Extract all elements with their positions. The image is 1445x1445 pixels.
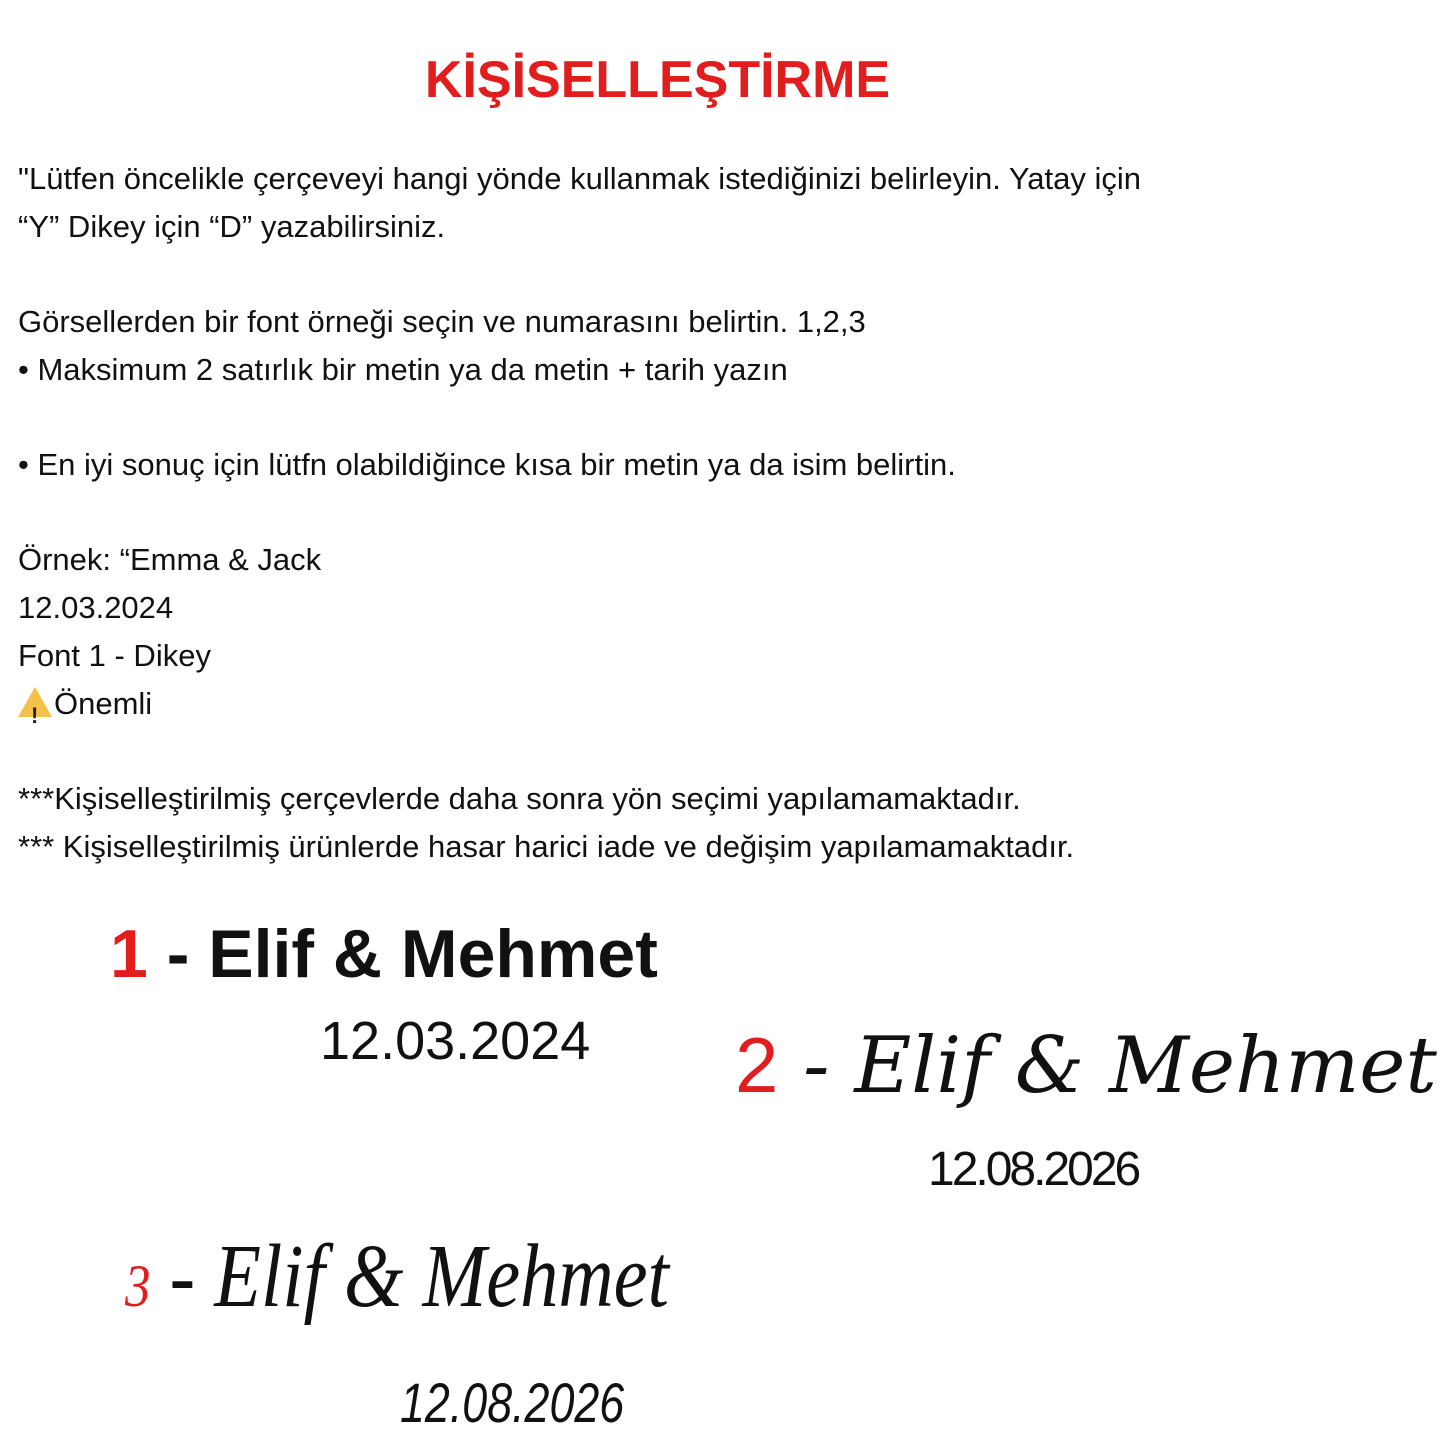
- font-sample-2: [735, 1020, 1437, 1111]
- font-sample-3: [125, 1225, 669, 1328]
- example-date: 12.03.2024: [18, 590, 174, 625]
- sample-date: 12.08.2026: [928, 1143, 1139, 1196]
- warning-icon: !: [18, 687, 52, 717]
- sample-number: 2: [735, 1021, 779, 1109]
- instruction-line: Görsellerden bir font örneği seçin ve numarasını belirtin. 1,2,3: [18, 304, 866, 339]
- example-font: Font 1 - Dikey: [18, 638, 211, 673]
- note-line: *** Kişiselleştirilmiş ürünlerde hasar harici iade ve değişim yapılamamaktadır.: [18, 829, 1075, 864]
- instruction-bullet: • Maksimum 2 satırlık bir metin ya da metin + tarih yazın: [18, 352, 788, 387]
- sample-date: 12.03.2024: [320, 1011, 591, 1071]
- page-title: KİŞİSELLEŞTİRME: [424, 51, 891, 109]
- instruction-line: "Lütfen öncelikle çerçeveyi hangi yönde kullanmak istediğinizi belirleyin. Yatay için: [18, 161, 1142, 196]
- important-label: [18, 680, 152, 728]
- sample-number: 1: [110, 916, 148, 992]
- sample-date: 12.08.2026: [400, 1371, 625, 1434]
- instruction-bullet: • En iyi sonuç için lütfn olabildiğince kısa bir metin ya da isim belirtin.: [18, 447, 956, 482]
- font-sample-1: [110, 915, 658, 993]
- note-line: ***Kişiselleştirilmiş çerçevlerde daha sonra yön seçimi yapılamamaktadır.: [18, 781, 1021, 816]
- sample-text: - Elif & Mehmet: [150, 1227, 669, 1326]
- sample-text: - Elif & Mehmet: [778, 1021, 1437, 1111]
- sample-text: - Elif & Mehmet: [147, 916, 658, 992]
- example-line: Örnek: “Emma & Jack: [18, 542, 322, 577]
- sample-number: 3: [125, 1253, 151, 1319]
- instruction-line: “Y” Dikey için “D” yazabilirsiniz.: [18, 209, 446, 244]
- important-text: Önemli: [54, 686, 153, 721]
